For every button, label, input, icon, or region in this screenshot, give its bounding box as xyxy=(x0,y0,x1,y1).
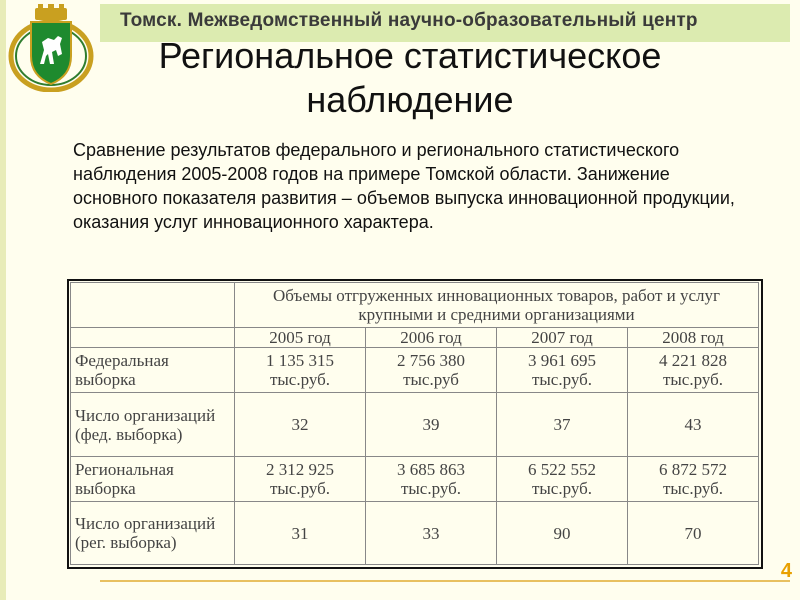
row-label: Федеральная выборка xyxy=(71,348,235,393)
slide-number: 4 xyxy=(780,560,792,582)
table-row xyxy=(71,502,759,565)
table-cell: 37 xyxy=(497,393,628,457)
table-years-row xyxy=(71,328,759,348)
row-label: Региональная выборка xyxy=(71,457,235,502)
table-row xyxy=(71,457,759,502)
header-title: Томск. Межведомственный научно-образовательный центр xyxy=(120,10,698,31)
group-header-cell: Объемы отгружeнных инновационных товаров, работ и услуг крупными и средними организациями xyxy=(235,283,759,328)
table-corner-cell-2 xyxy=(71,328,235,348)
table-group-header-row xyxy=(71,283,759,328)
year-header: 2006 год xyxy=(366,328,497,348)
table-row xyxy=(71,393,759,457)
tomsk-coat-of-arms-icon xyxy=(8,4,94,92)
table-cell: 6 872 572 тыс.руб. xyxy=(628,457,759,502)
table-cell: 3 961 695 тыс.руб. xyxy=(497,348,628,393)
table-cell: 1 135 315 тыс.руб. xyxy=(235,348,366,393)
row-label: Число организаций (рег. выборка) xyxy=(71,502,235,565)
left-decor-bar xyxy=(0,0,6,600)
table-cell: 39 xyxy=(366,393,497,457)
footer-line xyxy=(100,580,790,582)
year-header: 2005 год xyxy=(235,328,366,348)
slide-title: Региональное статистическое наблюдение xyxy=(158,35,662,120)
comparison-table xyxy=(70,282,759,565)
year-header: 2008 год xyxy=(628,328,759,348)
year-header: 2007 год xyxy=(497,328,628,348)
table-cell: 70 xyxy=(628,502,759,565)
table-cell: 43 xyxy=(628,393,759,457)
table-cell: 2 312 925 тыс.руб. xyxy=(235,457,366,502)
table-cell: 2 756 380 тыс.руб xyxy=(366,348,497,393)
row-label: Число организаций (фед. выборка) xyxy=(71,393,235,457)
table-cell: 4 221 828 тыс.руб. xyxy=(628,348,759,393)
table-cell: 33 xyxy=(366,502,497,565)
table-cell: 90 xyxy=(497,502,628,565)
table-row xyxy=(71,348,759,393)
table-cell: 3 685 863 тыс.руб. xyxy=(366,457,497,502)
table-cell: 6 522 552 тыс.руб. xyxy=(497,457,628,502)
intro-paragraph: Сравнение результатов федерального и регионального статистического наблюдения 2005-2008 годов на примере Томской области. Занижение основного показателя развития – объемов выпуска инновационной продукции, оказания услуг инновационного характера. xyxy=(73,140,735,232)
table-cell: 32 xyxy=(235,393,366,457)
table-cell: 31 xyxy=(235,502,366,565)
table-corner-cell xyxy=(71,283,235,328)
